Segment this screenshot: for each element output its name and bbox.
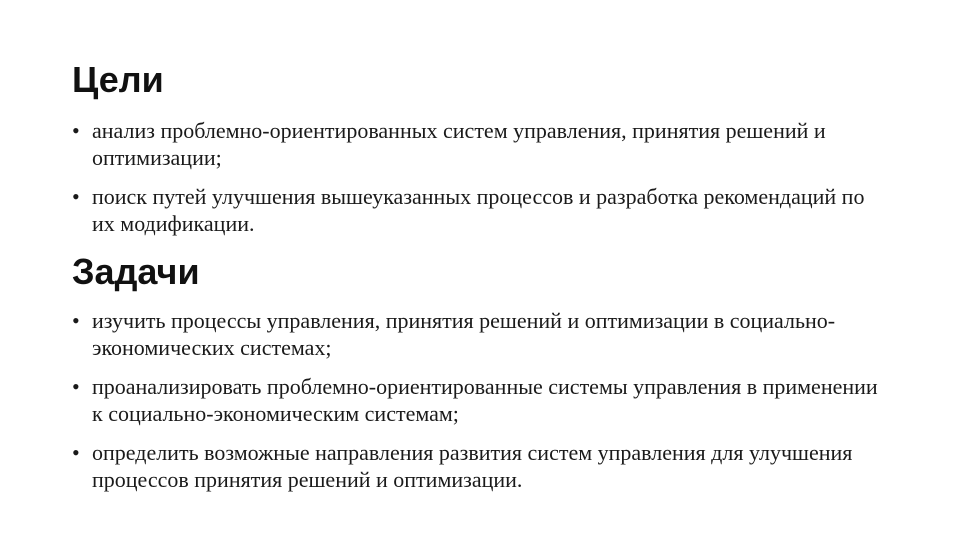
task-text: изучить процессы управления, принятия решений и оптимизации в социально-экономических системах;: [92, 308, 836, 360]
bullet-icon: •: [72, 440, 80, 465]
bullet-icon: •: [72, 118, 80, 143]
list-item: [72, 439, 892, 493]
goal-text: анализ проблемно-ориентированных систем управления, принятия решений и оптимизации;: [92, 118, 826, 170]
goal-text: поиск путей улучшения вышеуказанных процессов и разработка рекомендаций по их модификации.: [92, 184, 865, 236]
bullet-icon: •: [72, 184, 80, 209]
bullet-icon: •: [72, 374, 80, 399]
goals-list: [72, 117, 892, 249]
task-text: определить возможные направления развития систем управления для улучшения процессов принятия решений и оптимизации.: [92, 440, 853, 492]
goals-heading: Цели: [72, 59, 164, 100]
list-item: [72, 373, 892, 427]
list-item: [72, 307, 892, 361]
task-text: проанализировать проблемно-ориентированные системы управления в применении к социально-экономическим системам;: [92, 374, 878, 426]
tasks-list: [72, 307, 892, 505]
list-item: [72, 117, 892, 171]
list-item: [72, 183, 892, 237]
bullet-icon: •: [72, 308, 80, 333]
tasks-heading: Задачи: [72, 251, 200, 292]
